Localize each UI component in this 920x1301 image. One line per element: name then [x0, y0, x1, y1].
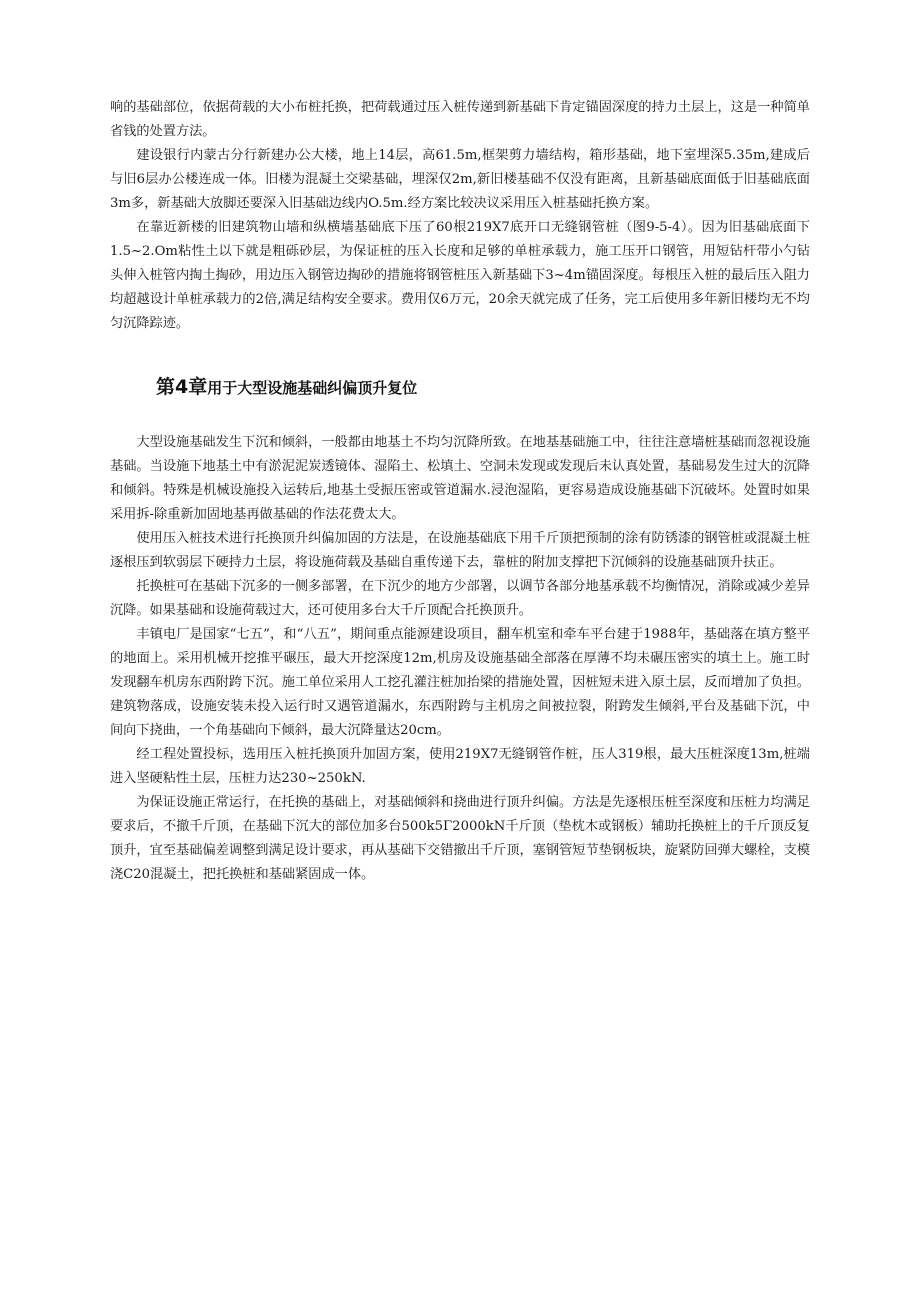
document-page — [110, 96, 810, 887]
paragraph: 托换桩可在基础下沉多的一侧多部署，在下沉少的地方少部署，以调节各部分地基承载不均衡情况，消除或减少差异沉降。如果基础和设施荷载过大，还可使用多台大千斤顶配合托换顶升。 — [110, 579, 810, 618]
chapter-heading — [110, 372, 810, 403]
chapter-title: 用于大型设施基础纠偏顶升复位 — [207, 379, 418, 397]
paragraph: 丰镇电厂是国家“七五”，和“八五”，期间重点能源建设项目，翻车机室和牵车平台建于1988年，基础落在填方整平的地面上。采用机械开挖推平碾压，最大开挖深度12m,机房及设施基础全部落在厚薄不均未碾压密实的填土上。施工时发现翻车机房东西附跨下沉。施工单位采用人工挖孔灌注桩加抬梁的措施处置，因桩短未进入原土层，反而增加了负担。建筑物落成，设施安装未投入运行时又遇管道漏水，东西附跨与主机房之间被拉裂，附跨发生倾斜,平台及基础下沉，中间向下挠曲，一个角基础向下倾斜，最大沉降量达20cm。 — [110, 627, 810, 738]
paragraph: 为保证设施正常运行，在托换的基础上，对基础倾斜和挠曲进行顶升纠偏。方法是先逐根压桩至深度和压桩力均满足要求后，不撤千斤顶，在基础下沉大的部位加多台500k5Γ2000kN千斤顶（垫枕木或钢板）辅助托换桩上的千斤顶反复顶升，宜至基础偏差调整到满足设计要求，再从基础下交错撤出千斤顶，塞钢管短节垫钢板块，旋紧防回弹大螺栓，支模浇C20混凝土，把托换桩和基础紧固成一体。 — [110, 795, 810, 882]
paragraph: 建设银行内蒙古分行新建办公大楼，地上14层，高61.5m,框架剪力墙结构，箱形基础，地下室埋深5.35m,建成后与旧6层办公楼连成一体。旧楼为混凝土交梁基础，埋深仅2m,新旧楼基础不仅没有距离，且新基础底面低于旧基础底面3m多，新基础大放脚还要深入旧基础边线内O.5m.经方案比较决议采用压入桩基础托换方案。 — [110, 148, 810, 211]
paragraph: 大型设施基础发生下沉和倾斜，一般都由地基土不均匀沉降所致。在地基基础施工中，往往注意墙桩基础而忽视设施基础。当设施下地基土中有淤泥泥炭透镜体、湿陷土、松填土、空洞未发现或发现后未认真处置，基础易发生过大的沉降和倾斜。特殊是机械设施投入运转后,地基土受振压密或管道漏水.浸泡湿陷，更容易造成设施基础下沉破坏。处置时如果采用拆-除重新加固地基再做基础的作法花费太大。 — [110, 435, 810, 522]
paragraph: 在靠近新楼的旧建筑物山墙和纵横墙基础底下压了60根219X7底开口无缝钢管桩（图9-5-4）。因为旧基础底面下1.5~2.Om粘性土以下就是粗砾砂层，为保证桩的压入长度和足够的单桩承载力，施工压开口钢管，用短钻杆带小勺钻头伸入桩管内掏土掏砂，用边压入钢管边掏砂的措施将钢管桩压入新基础下3~4m锚固深度。每根压入桩的最后压入阻力均超越设计单桩承载力的2倍,满足结构安全要求。费用仅6万元，20余天就完成了任务，完工后使用多年新旧楼均无不均匀沉降踪迹。 — [110, 220, 810, 331]
paragraph: 使用压入桩技术进行托换顶升纠偏加固的方法是，在设施基础底下用千斤顶把预制的涂有防锈漆的钢管桩或混凝土桩逐根压到软弱层下硬持力土层，将设施荷载及基础自重传递下去，靠桩的附加支撑把下沉倾斜的设施基础顶升扶正。 — [110, 531, 810, 570]
paragraph: 响的基础部位，依据荷载的大小布桩托换，把荷载通过压入桩传递到新基础下肯定锚固深度的持力土层上，这是一种简单省钱的处置方法。 — [110, 100, 810, 139]
chapter-number: 第4章 — [156, 376, 208, 398]
paragraph: 经工程处置投标，选用压入桩托换顶升加固方案，使用219X7无缝钢管作桩，压人319根，最大压桩深度13m,桩端进入坚硬粘性土层，压桩力达230~250kN. — [110, 747, 810, 786]
